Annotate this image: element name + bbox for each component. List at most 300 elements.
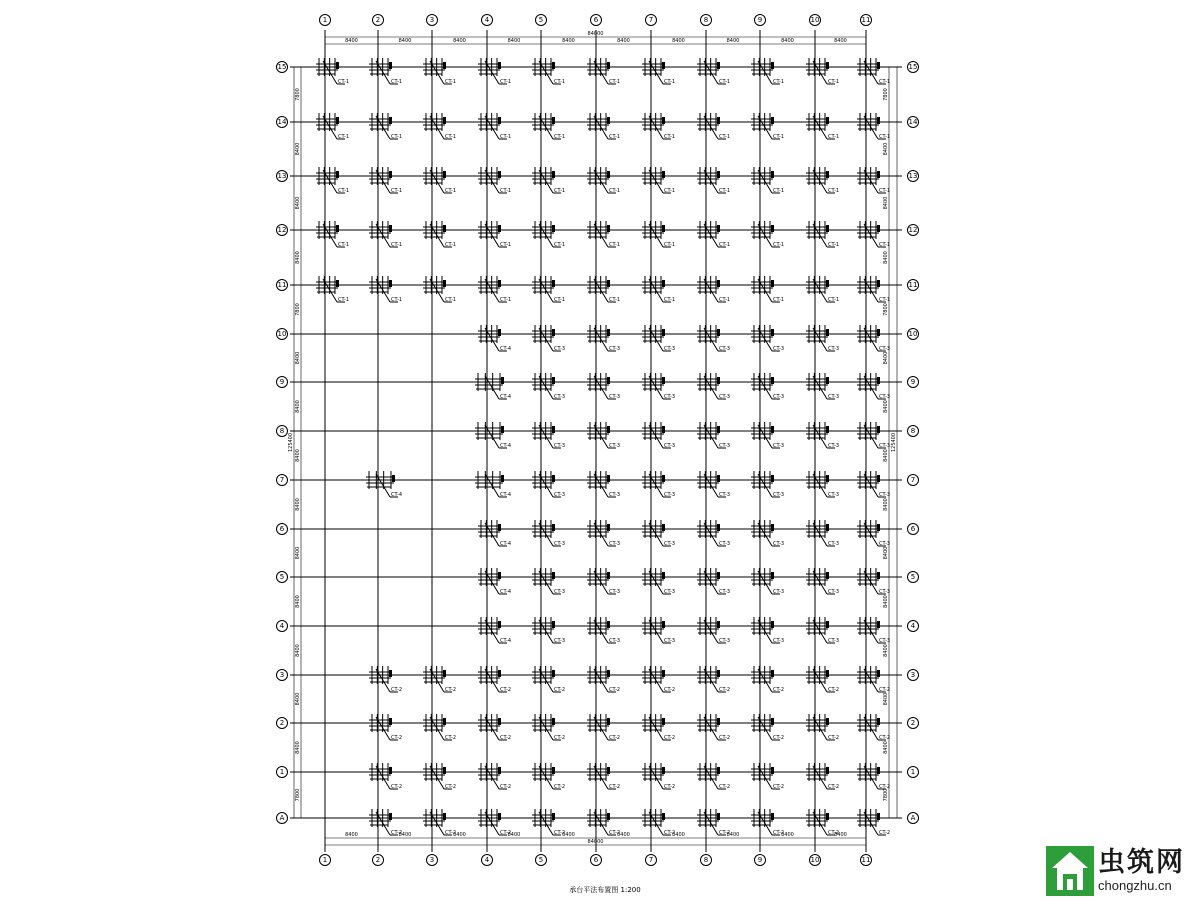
svg-text:CT-3: CT-3 xyxy=(828,346,840,352)
svg-text:CT-3: CT-3 xyxy=(719,541,731,547)
svg-text:CT-1: CT-1 xyxy=(828,188,840,194)
pile-cap xyxy=(857,167,890,194)
pile-cap xyxy=(642,422,675,449)
pile-cap xyxy=(532,471,565,498)
pile-cap xyxy=(423,221,456,248)
svg-text:CT-2: CT-2 xyxy=(664,784,676,790)
svg-text:CT-2: CT-2 xyxy=(719,830,731,836)
pile-cap xyxy=(478,113,511,140)
pile-cap xyxy=(478,276,511,303)
pile-cap xyxy=(532,276,565,303)
dim-bay-height-left: 7800 xyxy=(295,788,301,802)
dim-bay-width-bottom: 8400 xyxy=(672,832,685,838)
svg-text:CT-3: CT-3 xyxy=(879,589,891,595)
row-axis-label: 7 xyxy=(910,476,916,484)
svg-text:CT-1: CT-1 xyxy=(500,242,512,248)
pile-cap xyxy=(587,666,620,693)
dim-bay-height-left: 8400 xyxy=(295,546,301,560)
dim-bay-width-bottom: 8400 xyxy=(781,832,794,838)
svg-text:CT-2: CT-2 xyxy=(773,784,785,790)
pile-cap xyxy=(806,113,839,140)
pile-cap xyxy=(806,58,839,85)
svg-text:CT-2: CT-2 xyxy=(664,687,676,693)
svg-text:CT-4: CT-4 xyxy=(500,346,512,352)
pile-cap xyxy=(478,221,511,248)
svg-text:CT-1: CT-1 xyxy=(500,134,512,140)
dim-bay-width-top: 8400 xyxy=(345,38,358,44)
svg-text:CT-2: CT-2 xyxy=(828,687,840,693)
pile-cap xyxy=(475,422,511,449)
svg-text:CT-3: CT-3 xyxy=(609,541,621,547)
dim-bay-height-right: 8400 xyxy=(883,196,889,210)
svg-text:CT-1: CT-1 xyxy=(609,79,621,85)
pile-cap xyxy=(642,325,675,352)
dim-total-width-top: 84000 xyxy=(587,31,604,37)
svg-text:CT-1: CT-1 xyxy=(664,188,676,194)
pile-cap xyxy=(478,325,511,352)
pile-cap xyxy=(532,714,565,741)
svg-text:CT-1: CT-1 xyxy=(664,297,676,303)
pile-cap xyxy=(369,113,402,140)
pile-cap xyxy=(642,714,675,741)
col-axis-label: 6 xyxy=(593,856,599,864)
dim-bay-width-bottom: 8400 xyxy=(398,832,412,838)
svg-text:CT-1: CT-1 xyxy=(719,188,731,194)
svg-text:CT-1: CT-1 xyxy=(664,134,676,140)
dim-total-height-left: 125400 xyxy=(288,432,294,453)
pile-cap xyxy=(697,714,730,741)
svg-text:CT-3: CT-3 xyxy=(554,394,566,400)
col-axis-label: 1 xyxy=(322,16,328,24)
dim-bay-width-top: 8400 xyxy=(453,38,466,44)
svg-text:CT-3: CT-3 xyxy=(664,492,676,498)
row-axis-label: 2 xyxy=(279,719,285,727)
svg-text:CT-3: CT-3 xyxy=(719,589,731,595)
svg-text:CT-2: CT-2 xyxy=(445,687,457,693)
svg-text:CT-3: CT-3 xyxy=(554,589,566,595)
row-axis-label: 1 xyxy=(910,768,916,776)
svg-text:CT-1: CT-1 xyxy=(338,188,350,194)
pile-cap xyxy=(806,167,839,194)
svg-text:CT-1: CT-1 xyxy=(719,242,731,248)
dim-bay-width-top: 8400 xyxy=(398,38,412,44)
dim-bay-height-left: 8400 xyxy=(295,692,301,706)
svg-text:CT-3: CT-3 xyxy=(719,492,731,498)
pile-cap xyxy=(806,520,839,547)
pile-cap xyxy=(587,276,620,303)
pile-cap xyxy=(587,422,620,449)
pile-cap xyxy=(587,568,620,595)
pile-cap xyxy=(316,276,349,303)
svg-text:CT-2: CT-2 xyxy=(500,830,512,836)
row-axis-label: 4 xyxy=(910,622,916,630)
dim-bay-width-top: 8400 xyxy=(726,38,740,44)
svg-text:CT-1: CT-1 xyxy=(879,134,891,140)
dim-bay-height-right: 8400 xyxy=(883,351,889,365)
pile-cap xyxy=(587,167,620,194)
pile-cap xyxy=(857,568,890,595)
svg-text:CT-1: CT-1 xyxy=(664,79,676,85)
dim-bay-height-right: 8400 xyxy=(883,692,889,706)
dim-bay-width-bottom: 8400 xyxy=(562,832,575,838)
pile-cap xyxy=(587,763,620,790)
pile-cap xyxy=(478,763,511,790)
col-axis-label: 2 xyxy=(375,16,381,24)
pile-cap xyxy=(587,617,620,644)
pile-cap xyxy=(806,422,839,449)
svg-text:CT-3: CT-3 xyxy=(609,589,621,595)
dim-bay-width-bottom: 8400 xyxy=(507,832,521,838)
svg-text:CT-2: CT-2 xyxy=(664,735,676,741)
pile-cap xyxy=(697,58,730,85)
pile-cap xyxy=(369,666,402,693)
svg-text:CT-3: CT-3 xyxy=(664,541,676,547)
svg-text:CT-3: CT-3 xyxy=(773,638,785,644)
dim-bay-width-bottom: 8400 xyxy=(834,832,847,838)
svg-text:CT-3: CT-3 xyxy=(554,638,566,644)
dim-bay-height-right: 7800 xyxy=(883,788,889,802)
svg-text:CT-1: CT-1 xyxy=(445,188,457,194)
col-axis-label: 2 xyxy=(375,856,381,864)
dim-bay-height-right: 8400 xyxy=(883,644,889,657)
pile-cap xyxy=(751,221,784,248)
pile-cap xyxy=(478,568,511,595)
pile-cap xyxy=(697,325,730,352)
pile-cap xyxy=(423,666,456,693)
row-axis-label: 6 xyxy=(279,525,285,533)
svg-text:CT-2: CT-2 xyxy=(773,687,785,693)
svg-text:CT-3: CT-3 xyxy=(719,346,731,352)
svg-text:CT-1: CT-1 xyxy=(500,297,512,303)
row-axis-label: 9 xyxy=(279,378,285,386)
pile-cap xyxy=(751,568,784,595)
svg-text:CT-3: CT-3 xyxy=(719,394,731,400)
dim-bay-width-top: 8400 xyxy=(617,38,630,44)
col-axis-label: 9 xyxy=(757,856,763,864)
pile-cap xyxy=(806,666,839,693)
pile-cap xyxy=(697,617,730,644)
dim-bay-width-bottom: 8400 xyxy=(726,832,740,838)
pile-cap xyxy=(697,666,730,693)
row-axis-label: 12 xyxy=(277,226,287,234)
pile-cap xyxy=(587,471,620,498)
svg-text:CT-2: CT-2 xyxy=(879,735,891,741)
pile-cap xyxy=(423,763,456,790)
svg-text:CT-2: CT-2 xyxy=(445,735,457,741)
svg-text:CT-3: CT-3 xyxy=(609,346,621,352)
dim-bay-width-top: 8400 xyxy=(781,38,794,44)
row-axis-label: 5 xyxy=(910,573,916,581)
svg-text:CT-1: CT-1 xyxy=(338,242,350,248)
svg-text:CT-3: CT-3 xyxy=(773,492,785,498)
pile-cap xyxy=(587,58,620,85)
house-logo-icon xyxy=(1046,846,1094,896)
pile-cap xyxy=(316,113,349,140)
svg-text:CT-1: CT-1 xyxy=(773,134,785,140)
svg-text:CT-1: CT-1 xyxy=(773,297,785,303)
row-axis-label: 8 xyxy=(910,427,916,435)
row-axis-label: 14 xyxy=(277,118,287,126)
row-axis-label: A xyxy=(910,814,916,822)
svg-text:CT-3: CT-3 xyxy=(879,541,891,547)
svg-text:CT-4: CT-4 xyxy=(500,443,512,449)
svg-text:CT-2: CT-2 xyxy=(609,784,621,790)
col-axis-label: 9 xyxy=(757,16,763,24)
col-axis-label: 6 xyxy=(593,16,599,24)
svg-text:CT-3: CT-3 xyxy=(879,394,891,400)
row-axis-label: 3 xyxy=(279,671,285,679)
pile-cap xyxy=(532,221,565,248)
pile-cap xyxy=(642,568,675,595)
dim-bay-height-right: 8400 xyxy=(883,498,889,511)
pile-cap xyxy=(478,58,511,85)
row-axis-label: 1 xyxy=(279,768,285,776)
svg-text:CT-3: CT-3 xyxy=(828,589,840,595)
row-axis-label: A xyxy=(279,814,285,822)
pile-cap xyxy=(532,763,565,790)
pile-cap xyxy=(751,58,784,85)
pile-cap xyxy=(587,373,620,400)
dim-bay-height-left: 8400 xyxy=(295,449,301,462)
svg-text:CT-3: CT-3 xyxy=(828,541,840,547)
pile-cap xyxy=(369,763,402,790)
svg-text:CT-3: CT-3 xyxy=(664,394,676,400)
pile-cap xyxy=(478,167,511,194)
pile-cap xyxy=(806,276,839,303)
svg-text:CT-3: CT-3 xyxy=(773,541,785,547)
svg-text:CT-1: CT-1 xyxy=(391,297,403,303)
pile-cap xyxy=(532,422,565,449)
dim-bay-height-left: 7800 xyxy=(295,88,301,101)
pile-cap xyxy=(642,471,675,498)
dim-bay-width-top: 8400 xyxy=(834,38,847,44)
svg-text:CT-3: CT-3 xyxy=(773,394,785,400)
svg-text:CT-1: CT-1 xyxy=(554,79,566,85)
svg-text:CT-3: CT-3 xyxy=(828,394,840,400)
svg-text:CT-2: CT-2 xyxy=(500,784,512,790)
pile-cap xyxy=(587,221,620,248)
svg-text:CT-3: CT-3 xyxy=(554,443,566,449)
svg-text:CT-3: CT-3 xyxy=(609,638,621,644)
pile-cap xyxy=(751,520,784,547)
pile-cap xyxy=(423,809,456,836)
svg-text:CT-1: CT-1 xyxy=(391,79,403,85)
dim-bay-height-left: 8400 xyxy=(295,251,301,264)
svg-text:CT-3: CT-3 xyxy=(879,492,891,498)
pile-cap xyxy=(751,276,784,303)
pile-cap xyxy=(316,221,349,248)
svg-text:CT-1: CT-1 xyxy=(719,297,731,303)
row-axis-label: 15 xyxy=(908,63,918,71)
col-axis-label: 11 xyxy=(861,16,871,24)
pile-cap xyxy=(751,809,784,836)
row-axis-label: 4 xyxy=(279,622,285,630)
pile-cap xyxy=(532,568,565,595)
pile-cap xyxy=(806,809,839,836)
svg-text:CT-2: CT-2 xyxy=(879,687,891,693)
pile-cap xyxy=(697,471,730,498)
pile-cap xyxy=(532,666,565,693)
col-axis-label: 3 xyxy=(429,856,435,864)
pile-cap xyxy=(857,471,890,498)
dim-bay-height-left: 8400 xyxy=(295,595,301,608)
svg-text:CT-2: CT-2 xyxy=(719,784,731,790)
row-axis-label: 9 xyxy=(910,378,916,386)
svg-text:CT-1: CT-1 xyxy=(879,79,891,85)
pile-cap xyxy=(857,520,890,547)
dim-bay-height-left: 8400 xyxy=(295,400,301,413)
pile-cap xyxy=(751,113,784,140)
pile-cap xyxy=(532,520,565,547)
svg-text:CT-1: CT-1 xyxy=(609,242,621,248)
svg-text:CT-1: CT-1 xyxy=(719,134,731,140)
svg-text:CT-3: CT-3 xyxy=(879,638,891,644)
svg-text:CT-1: CT-1 xyxy=(828,79,840,85)
svg-text:CT-3: CT-3 xyxy=(664,589,676,595)
pile-cap xyxy=(478,520,511,547)
pile-cap xyxy=(369,276,402,303)
pile-cap xyxy=(369,58,402,85)
svg-text:CT-2: CT-2 xyxy=(719,735,731,741)
pile-cap xyxy=(751,617,784,644)
dim-bay-height-right: 8400 xyxy=(883,595,889,608)
svg-text:CT-1: CT-1 xyxy=(554,134,566,140)
dim-bay-height-left: 8400 xyxy=(295,142,301,156)
svg-text:CT-1: CT-1 xyxy=(664,242,676,248)
svg-text:CT-2: CT-2 xyxy=(500,687,512,693)
row-axis-label: 6 xyxy=(910,525,916,533)
col-axis-label: 11 xyxy=(861,856,871,864)
svg-text:CT-1: CT-1 xyxy=(879,242,891,248)
svg-text:CT-1: CT-1 xyxy=(828,134,840,140)
pile-cap xyxy=(806,221,839,248)
dim-bay-width-top: 8400 xyxy=(507,38,521,44)
pile-cap xyxy=(587,113,620,140)
pile-cap xyxy=(642,221,675,248)
pile-cap xyxy=(423,276,456,303)
svg-text:CT-4: CT-4 xyxy=(500,541,512,547)
pile-cap xyxy=(857,276,890,303)
svg-text:CT-2: CT-2 xyxy=(445,784,457,790)
row-axis-label: 13 xyxy=(908,172,918,180)
svg-text:CT-3: CT-3 xyxy=(609,443,621,449)
svg-text:CT-2: CT-2 xyxy=(391,735,403,741)
pile-cap xyxy=(475,373,511,400)
dim-total-height-right: 125400 xyxy=(891,432,897,453)
col-axis-label: 7 xyxy=(648,856,654,864)
svg-text:CT-3: CT-3 xyxy=(773,346,785,352)
svg-text:CT-1: CT-1 xyxy=(338,79,350,85)
svg-text:CT-2: CT-2 xyxy=(445,830,457,836)
pile-cap xyxy=(587,325,620,352)
svg-text:CT-2: CT-2 xyxy=(664,830,676,836)
dim-bay-height-right: 8400 xyxy=(883,546,889,560)
pile-cap xyxy=(806,714,839,741)
pile-cap xyxy=(366,471,402,498)
svg-text:CT-2: CT-2 xyxy=(554,784,566,790)
svg-text:CT-1: CT-1 xyxy=(879,188,891,194)
svg-text:CT-3: CT-3 xyxy=(609,394,621,400)
svg-text:CT-3: CT-3 xyxy=(664,638,676,644)
col-axis-label: 10 xyxy=(810,856,820,864)
dim-bay-height-left: 8400 xyxy=(295,741,301,754)
svg-text:CT-3: CT-3 xyxy=(773,589,785,595)
svg-text:CT-2: CT-2 xyxy=(500,735,512,741)
dim-bay-height-right: 8400 xyxy=(883,400,889,413)
pile-cap xyxy=(478,666,511,693)
pile-cap xyxy=(857,325,890,352)
dim-bay-width-top: 8400 xyxy=(562,38,575,44)
svg-text:CT-3: CT-3 xyxy=(664,346,676,352)
svg-text:CT-3: CT-3 xyxy=(879,443,891,449)
svg-text:CT-1: CT-1 xyxy=(609,134,621,140)
svg-text:CT-1: CT-1 xyxy=(338,134,350,140)
pile-cap xyxy=(587,520,620,547)
pile-cap xyxy=(697,167,730,194)
pile-cap xyxy=(423,58,456,85)
svg-text:CT-1: CT-1 xyxy=(554,297,566,303)
svg-text:CT-1: CT-1 xyxy=(719,79,731,85)
svg-text:CT-2: CT-2 xyxy=(391,687,403,693)
pile-cap xyxy=(642,58,675,85)
pile-cap xyxy=(532,617,565,644)
col-axis-label: 8 xyxy=(703,856,709,864)
pile-cap xyxy=(642,167,675,194)
svg-text:CT-3: CT-3 xyxy=(719,638,731,644)
pile-cap xyxy=(642,617,675,644)
pile-cap xyxy=(423,714,456,741)
svg-text:CT-1: CT-1 xyxy=(554,188,566,194)
svg-text:CT-2: CT-2 xyxy=(391,830,403,836)
watermark-url: chongzhu.cn xyxy=(1098,878,1172,893)
svg-text:CT-4: CT-4 xyxy=(391,492,403,498)
pile-cap xyxy=(532,809,565,836)
watermark-name: 虫筑网 xyxy=(1098,847,1185,878)
drawing-title: 承台平法布置图 1:200 xyxy=(569,886,641,894)
dim-bay-height-left: 8400 xyxy=(295,351,301,365)
svg-text:CT-2: CT-2 xyxy=(879,830,891,836)
svg-text:CT-1: CT-1 xyxy=(828,242,840,248)
row-axis-label: 7 xyxy=(279,476,285,484)
svg-text:CT-1: CT-1 xyxy=(879,297,891,303)
pile-cap xyxy=(316,58,349,85)
dim-bay-width-bottom: 8400 xyxy=(453,832,466,838)
row-axis-label: 3 xyxy=(910,671,916,679)
pile-cap xyxy=(475,471,511,498)
row-axis-label: 8 xyxy=(279,427,285,435)
pile-cap xyxy=(751,422,784,449)
row-axis-label: 15 xyxy=(277,63,287,71)
pile-cap xyxy=(697,763,730,790)
pile-cap xyxy=(751,666,784,693)
dim-bay-width-bottom: 8400 xyxy=(345,832,358,838)
dim-bay-height-right: 8400 xyxy=(883,741,889,754)
row-axis-label: 11 xyxy=(908,281,918,289)
row-axis-label: 12 xyxy=(908,226,918,234)
dim-bay-height-right: 8400 xyxy=(883,142,889,156)
pile-cap xyxy=(697,113,730,140)
pile-cap xyxy=(806,471,839,498)
svg-text:CT-3: CT-3 xyxy=(879,346,891,352)
pile-cap xyxy=(478,714,511,741)
svg-text:CT-2: CT-2 xyxy=(391,784,403,790)
pile-cap xyxy=(478,809,511,836)
svg-text:CT-2: CT-2 xyxy=(554,687,566,693)
col-axis-label: 4 xyxy=(484,16,490,24)
svg-text:CT-2: CT-2 xyxy=(609,735,621,741)
svg-text:CT-3: CT-3 xyxy=(554,541,566,547)
pile-cap xyxy=(697,422,730,449)
